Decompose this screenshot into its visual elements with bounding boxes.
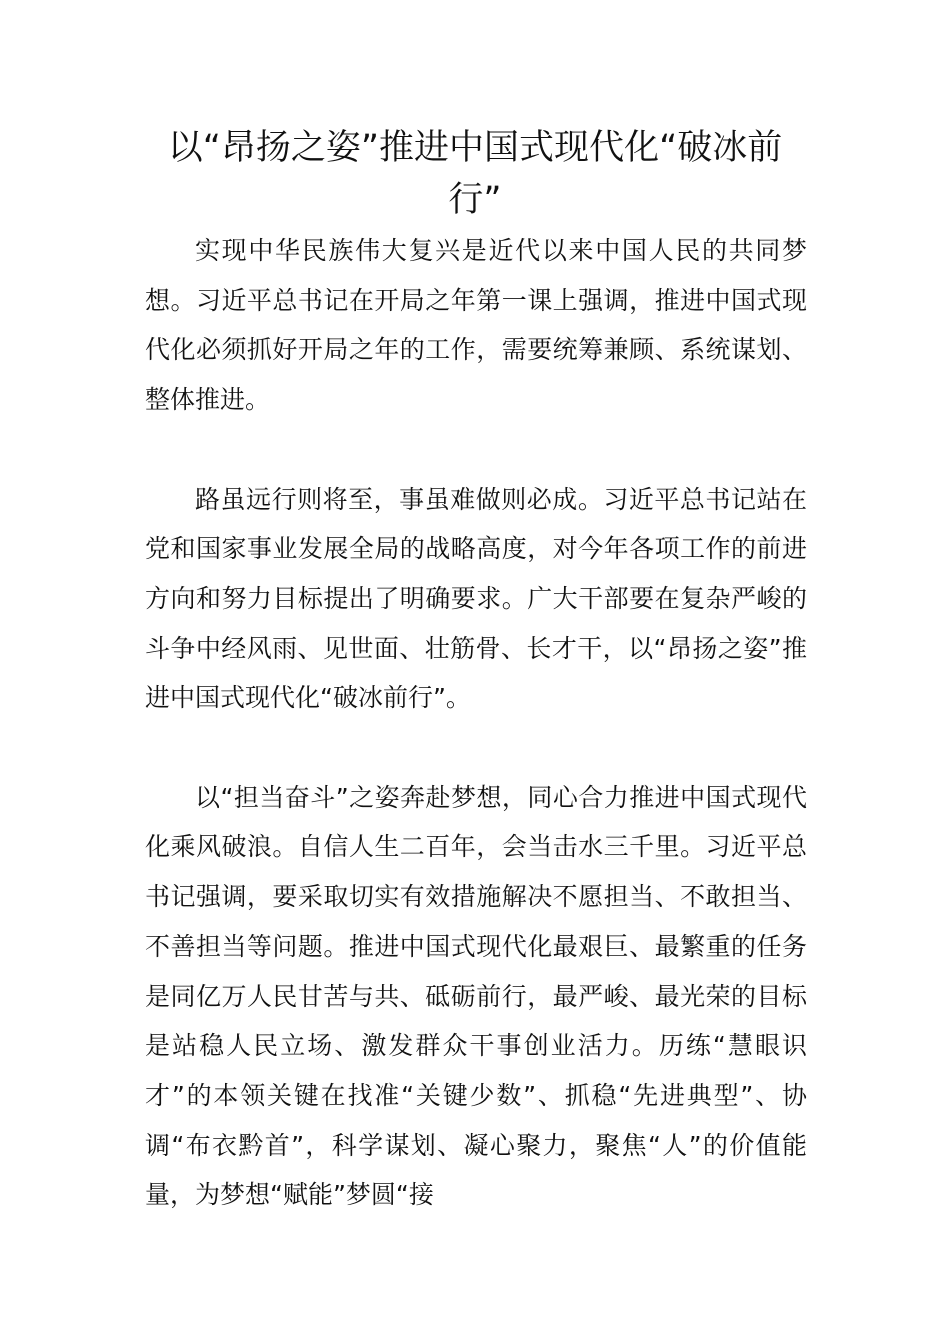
document-body	[145, 226, 807, 1220]
document-title: 以“昂扬之姿”推进中国式现代化“破冰前行”	[167, 128, 783, 220]
paragraph-1: 实现中华民族伟大复兴是近代以来中国人民的共同梦想。习近平总书记在开局之年第一课上强调，推进中国式现代化必须抓好开局之年的工作，需要统筹兼顾、系统谋划、整体推进。	[145, 236, 807, 415]
paragraph-3: 以“担当奋斗”之姿奔赴梦想，同心合力推进中国式现代化乘风破浪。自信人生二百年，会当击水三千里。习近平总书记强调，要采取切实有效措施解决不愿担当、不敢担当、不善担当等问题。推进中国式现代化最艰巨、最繁重的任务是同亿万人民甘苦与共、砥砺前行，最严峻、最光荣的目标是站稳人民立场、激发群众干事创业活力。历练“慧眼识才”的本领关键在找准“关键少数”、抓稳“先进典型”、协调“布衣黔首”，科学谋划、凝心聚力，聚焦“人”的价值能量，为梦想“赋能”梦圆“接	[145, 782, 807, 1210]
paragraph-2: 路虽远行则将至，事虽难做则必成。习近平总书记站在党和国家事业发展全局的战略高度，对今年各项工作的前进方向和努力目标提出了明确要求。广大干部要在复杂严峻的斗争中经风雨、见世面、壮筋骨、长才干，以“昂扬之姿”推进中国式现代化“破冰前行”。	[145, 484, 807, 713]
